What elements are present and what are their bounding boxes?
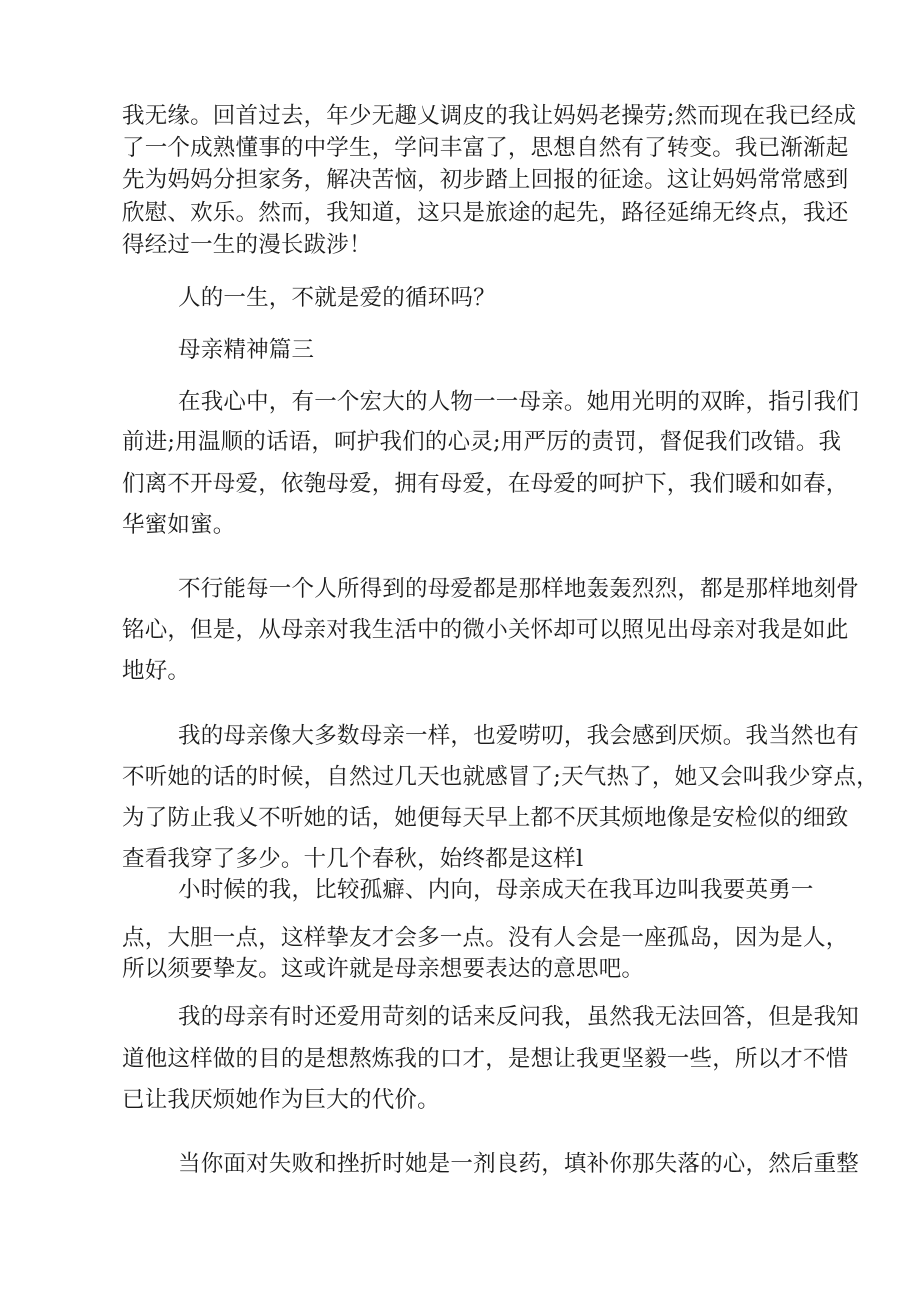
text-line: 们离不开母爱，依匏母爱，拥有母爱，在母爱的呵护下，我们暖和如春，	[122, 471, 849, 497]
text-line: 欣慰、欢乐。然而，我知道，这只是旅途的起先，路径延绵无终点，我还	[122, 200, 849, 226]
text-line: 我无缘。回首过去，年少无趣乂调皮的我让妈妈老操劳;然而现在我已经成	[122, 103, 857, 129]
text-line: 了一个成熟懂事的中学生，学问丰富了，思想自然有了转变。我已渐渐起	[122, 135, 849, 161]
text-line: 前进;用温顺的话语，呵护我们的心灵;用严厉的责罚，督促我们改错。我	[122, 429, 842, 455]
text-line: 当你面对失败和挫折时她是一剂良药，填补你那失落的心，然后重整	[178, 1151, 860, 1177]
text-line: 我的母亲有时还爱用苛刻的话来反问我，虽然我无法回答，但是我知	[178, 1004, 860, 1030]
section-heading: 母亲精神篇三	[178, 337, 315, 363]
text-line: 所以须要挚友。这或许就是母亲想要表达的意思吧。	[122, 956, 645, 982]
text-line: 查看我穿了多少。十几个春秋，始终都是这样l	[122, 846, 584, 872]
text-line: 人的一生，不就是爱的循环吗？	[178, 285, 496, 311]
text-line: 铭心，但是，从母亲对我生活中的微小关怀却可以照见出母亲对我是如此	[122, 617, 849, 643]
text-line: 地好。	[122, 658, 191, 684]
text-line: 不行能每一个人所得到的母爱都是那样地轰轰烈烈，都是那样地刻骨	[178, 576, 860, 602]
text-line: 小时候的我，比较孤癖、内向，母亲成天在我耳边叫我要英勇一	[178, 877, 814, 903]
text-line: 在我心中，有一个宏大的人物一一母亲。她用光明的双眸，指引我们	[178, 389, 860, 415]
text-line: 先为妈妈分担家务，解决苦恼，初步踏上回报的征途。这让妈妈常常感到	[122, 167, 849, 193]
text-line: 得经过一生的漫长跋涉！	[122, 232, 372, 258]
text-line: 我的母亲像大多数母亲一样，也爱唠叨，我会感到厌烦。我当然也有	[178, 723, 860, 749]
text-line: 道他这样做的目的是想熬炼我的口才，是想让我更坚毅一些，所以才不惜	[122, 1046, 849, 1072]
text-line: 华蜜如蜜。	[122, 512, 236, 538]
text-line: 不听她的话的时候，自然过几天也就感冒了;天气热了，她又会叫我少穿点，	[122, 764, 879, 790]
text-line: 点，大胆一点，这样挚友才会多一点。没有人会是一座孤岛，因为是人，	[122, 925, 849, 951]
text-line: 已让我厌烦她作为巨大的代价。	[122, 1087, 440, 1113]
text-line: 为了防止我乂不听她的话，她便每天早上都不厌其烦地像是安检似的细致	[122, 805, 849, 831]
